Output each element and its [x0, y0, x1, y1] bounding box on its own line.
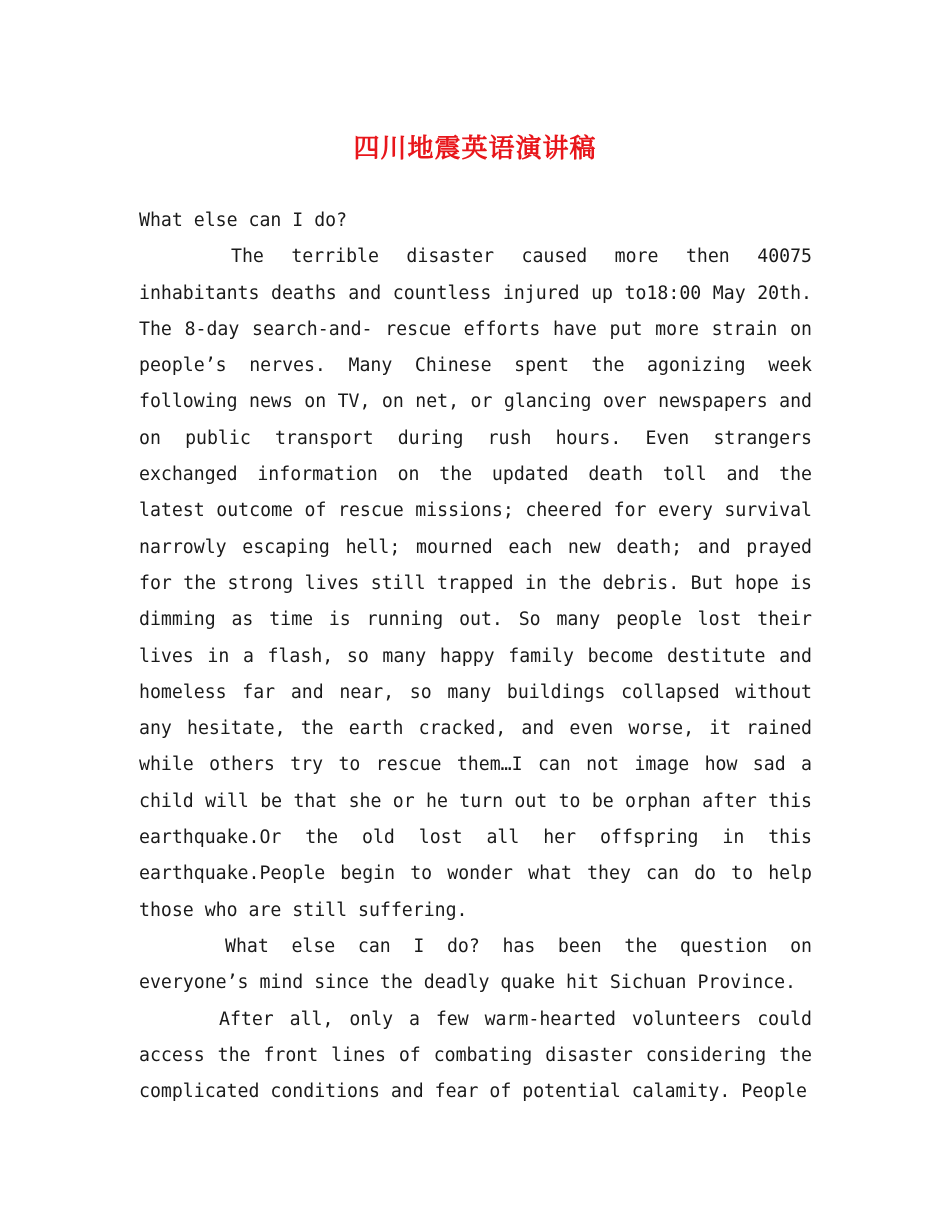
paragraph-volunteers: After all, only a few warm-hearted volunteers could access the front lines of combating disaster considering the complicated conditions and fear of potential calamity. People: [139, 1008, 812, 1103]
paragraph-heading-question: What else can I do?: [139, 210, 348, 231]
document-body: [139, 203, 812, 1110]
document-title: 四川地震英语演讲稿: [353, 134, 597, 164]
paragraph-question-on-mind: What else can I do? has been the question on everyone’s mind since the deadly quake hit Sichuan Province.: [139, 935, 812, 994]
paragraph-disaster-description: The terrible disaster caused more then 40075 inhabitants deaths and countless injured up to18:00 May 20th. The 8-day search-and- rescue efforts have put more strain on people’s nerves. Many Chinese spent the agonizing week following news on TV, on net, or glancing over newspapers and on public transport during rush hours. Even strangers exchanged information on the updated death toll and the latest outcome of rescue missions; cheered for every survival narrowly escaping hell; mourned each new death; and prayed for the strong lives still trapped in the debris. But hope is dimming as time is running out. So many people lost their lives in a flash, so many happy family become destitute and homeless far and near, so many buildings collapsed without any hesitate, the earth cracked, and even worse, it rained while others try to rescue them…I can not image how sad a child will be that she or he turn out to be orphan after this earthquake.Or the old lost all her offspring in this earthquake.People begin to wonder what they can do to help those who are still suffering.: [139, 246, 812, 921]
